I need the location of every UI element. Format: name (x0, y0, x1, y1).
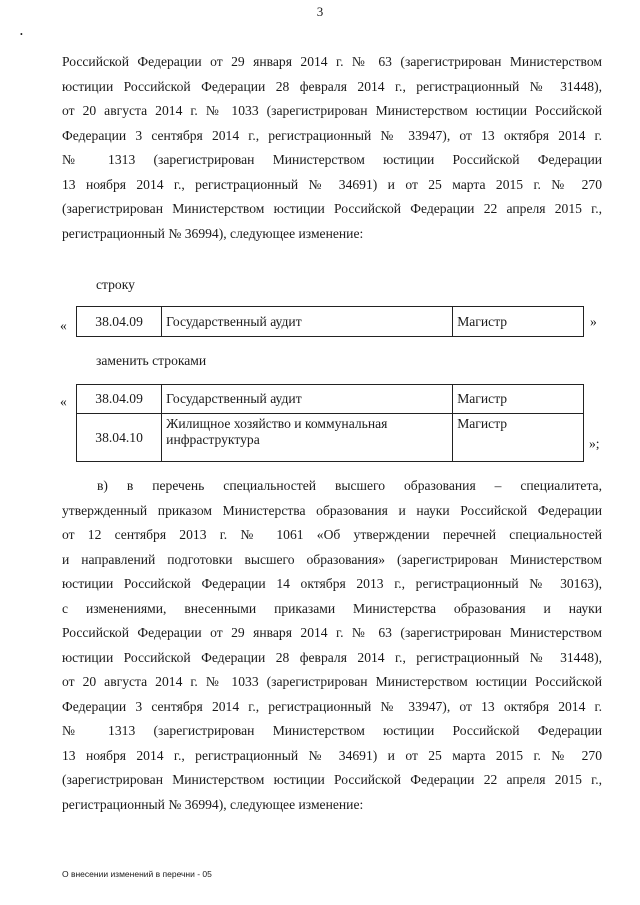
label-replace: заменить строками (96, 353, 207, 368)
text-line: Российской Федерации от 29 января 2014 г. № 63 (зарегистрирован Министерством (62, 54, 602, 69)
qualification: Магистр (453, 414, 584, 462)
text-line: Федерации 3 сентября 2014 г., регистрационный № 33947), от 13 октября 2014 г. (62, 127, 602, 143)
close-quote: »; (589, 436, 600, 451)
close-quote: » (590, 314, 597, 329)
table-row (77, 414, 584, 462)
specialty-name: Государственный аудит (162, 307, 453, 337)
specialty-code: 38.04.10 (77, 414, 162, 462)
table-row (77, 307, 584, 337)
text-line: № 1313 (зарегистрирован Министерством юстиции Российской Федерации (62, 152, 602, 167)
text-line: с изменениями, внесенными приказами Министерства образования и науки (62, 600, 602, 616)
text-line: юстиции Российской Федерации 28 февраля 2014 г., регистрационный № 31448), (62, 649, 602, 665)
text-line: от 12 сентября 2013 г. № 1061 «Об утверждении перечней специальностей (62, 527, 602, 542)
new-rows-table (76, 384, 584, 462)
replaced-row-table (76, 306, 584, 337)
open-quote: « (60, 394, 67, 409)
text-line: от 20 августа 2014 г. № 1033 (зарегистрирован Министерством юстиции Российской (62, 674, 602, 689)
qualification: Магистр (453, 385, 584, 414)
open-quote: « (60, 318, 67, 333)
specialty-name: Жилищное хозяйство и коммунальная инфраструктура (162, 414, 453, 462)
text-line: 13 ноября 2014 г., регистрационный № 34691) и от 25 марта 2015 г. № 270 (62, 747, 602, 763)
text-line: (зарегистрирован Министерством юстиции Российской Федерации 22 апреля 2015 г., (62, 201, 602, 216)
specialty-code: 38.04.09 (77, 307, 162, 337)
text-line: 13 ноября 2014 г., регистрационный № 34691) и от 25 марта 2015 г. № 270 (62, 176, 602, 192)
paragraph-item-v (62, 474, 602, 817)
text-line: регистрационный № 36994), следующее изменение: (62, 225, 364, 241)
specialty-code: 38.04.09 (77, 385, 162, 414)
text-line: Российской Федерации от 29 января 2014 г. № 63 (зарегистрирован Министерством (62, 625, 602, 640)
text-line: Федерации 3 сентября 2014 г., регистрационный № 33947), от 13 октября 2014 г. (62, 698, 602, 714)
text-line: утвержденный приказом Министерства образования и науки Российской Федерации (62, 502, 602, 518)
text-line: юстиции Российской Федерации 14 октября 2013 г., регистрационный № 30163), (62, 576, 602, 591)
text-line: (зарегистрирован Министерством юстиции Российской Федерации 22 апреля 2015 г., (62, 772, 602, 787)
text-line: юстиции Российской Федерации 28 февраля 2014 г., регистрационный № 31448), (62, 78, 602, 94)
text-line: от 20 августа 2014 г. № 1033 (зарегистрирован Министерством юстиции Российской (62, 103, 602, 118)
label-row: строку (96, 277, 135, 292)
table-row (77, 385, 584, 414)
footer-note: О внесении изменений в перечни - 05 (62, 869, 212, 879)
page-number: 3 (316, 4, 324, 19)
scan-mark: • (20, 30, 23, 39)
text-line: № 1313 (зарегистрирован Министерством юстиции Российской Федерации (62, 723, 602, 738)
text-line: в) в перечень специальностей высшего образования – специалитета, (97, 478, 602, 493)
qualification: Магистр (453, 307, 584, 337)
specialty-name: Государственный аудит (162, 385, 453, 414)
text-line: регистрационный № 36994), следующее изменение: (62, 796, 364, 812)
text-line: и направлений подготовки высшего образования» (зарегистрирован Министерством (62, 551, 602, 567)
paragraph-continuation (62, 50, 602, 246)
